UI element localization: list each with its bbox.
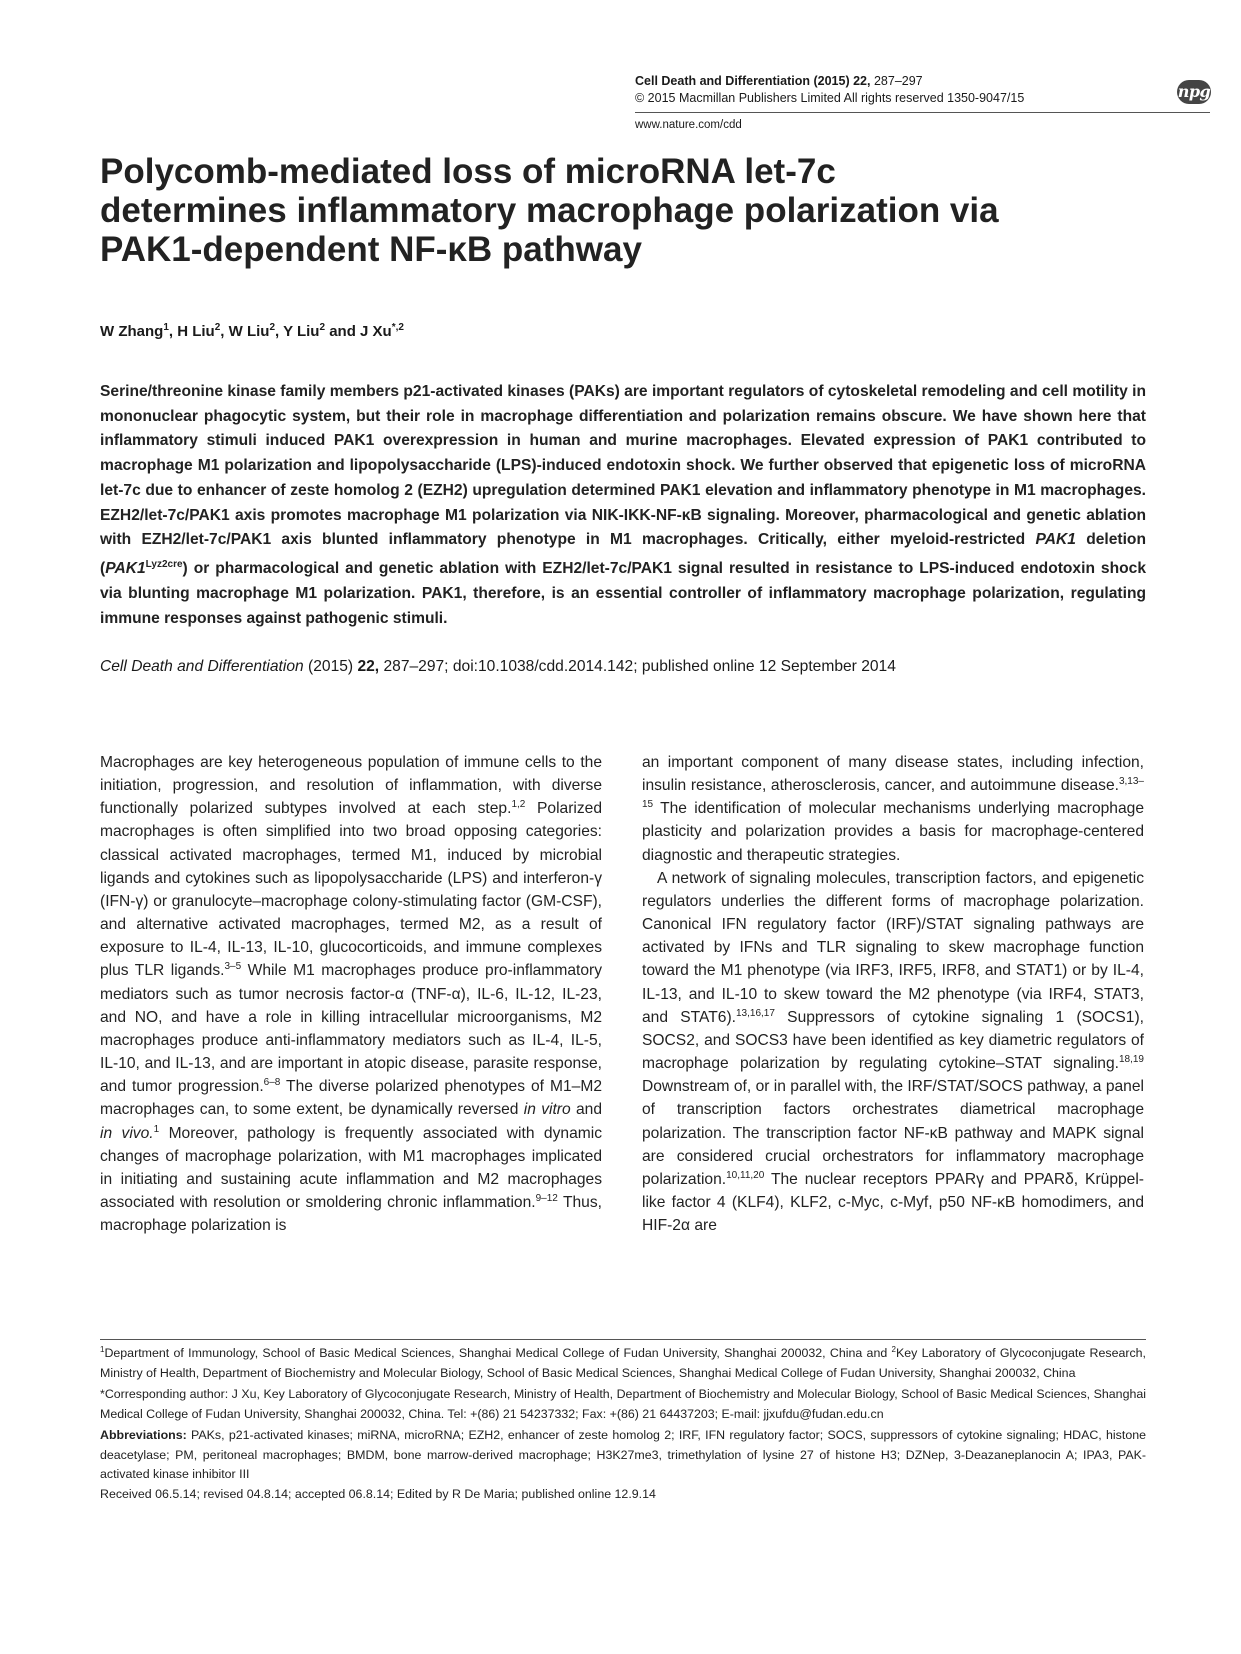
reference-link[interactable]: 9–12 <box>535 1192 558 1204</box>
author-name: and J Xu <box>325 323 392 340</box>
footnote-divider <box>100 1339 1146 1340</box>
reference-link[interactable]: 10,11,20 <box>726 1169 765 1181</box>
body-text: The nuclear receptors PPARγ and PPARδ, Krüppel-like factor 4 (KLF4), KLF2, c-Myc, c-Myf, p50 NF-κB homodimers, and HIF-2α are <box>642 1170 1144 1235</box>
body-italic: in vivo. <box>100 1124 154 1142</box>
journal-citation-header <box>635 73 923 89</box>
abstract-text: ) or pharmacological and genetic ablation with EZH2/let-7c/PAK1 signal resulted in resistance to LPS-induced endotoxin shock via blunting macrophage M1 polarization. PAK1, therefore, is an essential controller of inflammatory macrophage polarization, regulating immune responses against pathogenic stimuli. <box>100 560 1146 627</box>
body-text: The diverse polarized phenotypes of M1–M2 macrophages can, to some extent, be dynamically reversed <box>100 1078 602 1119</box>
abstract-gene-name: PAK1 <box>105 560 146 578</box>
citation-year: (2015) <box>303 658 358 675</box>
reference-link[interactable]: 3,13–15 <box>642 775 1144 811</box>
reference-link[interactable]: 13,16,17 <box>736 1007 775 1019</box>
author-name: , H Liu <box>168 323 215 340</box>
body-column-left <box>100 751 602 1237</box>
body-text: Downstream of, or in parallel with, the IRF/STAT/SOCS pathway, a panel of transcription factors orchestrates diametrical macrophage polarization. The transcription factor NF-κB pathway and MAPK signal are considered crucial orchestrators for inflammatory macrophage polarization. <box>642 1078 1144 1188</box>
affiliation-marker: 2 <box>891 1344 896 1354</box>
body-paragraph <box>642 867 1144 1238</box>
footnotes <box>100 1344 1146 1504</box>
body-text: Thus, macrophage polarization is <box>100 1193 602 1235</box>
journal-name: Cell Death and Differentiation (2015) 22, <box>635 74 871 88</box>
body-text: and <box>570 1101 603 1119</box>
author-name: , Y Liu <box>275 323 320 340</box>
received-dates: Received 06.5.14; revised 04.8.14; accepted 06.8.14; Edited by R De Maria; published online 12.9.14 <box>100 1486 656 1501</box>
citation-doi: 287–297; doi:10.1038/cdd.2014.142; published online 12 September 2014 <box>379 658 896 675</box>
affiliation-marker: 2 <box>214 322 221 333</box>
abstract-superscript: Lyz2cre <box>145 558 183 570</box>
affiliation-marker: 2 <box>319 322 326 333</box>
abbreviations-label: Abbreviations: <box>100 1428 187 1442</box>
copyright-line: © 2015 Macmillan Publishers Limited All rights reserved 1350-9047/15 <box>635 91 1025 105</box>
body-text: Polarized macrophages is often simplified into two broad opposing categories: classical activated macrophages, termed M1, induced by microbial ligands and cytokines such as lipopolysaccharide (LPS) and interferon-γ (IFN-γ) or granulocyte–macrophage colony-stimulating factor (GM-CSF), and alternative activated macrophages, termed M2, as a result of exposure to IL-4, IL-13, IL-10, glucocorticoids, and immune complexes plus TLR ligands. <box>100 800 603 980</box>
author-list <box>100 318 404 342</box>
body-text: A network of signaling molecules, transcription factors, and epigenetic regulators underlies the different forms of macrophage polarization. Canonical IFN regulatory factor (IRF)/STAT signaling pathways are activated by IFNs and TLR signaling to skew macrophage function toward the M1 phenotype (via IRF3, IRF5, IRF8, and STAT1) or by IL-4, IL-13, and IL-10 to skew toward the M2 phenotype (via IRF4, STAT3, and STAT6). <box>642 869 1144 1026</box>
affiliations <box>100 1344 1146 1383</box>
affiliation-text: Key Laboratory of Glycoconjugate Research, Ministry of Health, Department of Biochemistry and Molecular Biology, School of Basic Medical Sciences, Shanghai Medical College of Fudan University, Shanghai 200032, China <box>100 1346 1147 1380</box>
title-line: determines inflammatory macrophage polarization via <box>100 191 999 230</box>
affiliation-marker: 2 <box>269 322 275 333</box>
affiliation-marker: 1 <box>163 322 169 333</box>
body-text: The identification of molecular mechanisms underlying macrophage plasticity and polarization provides a basis for macrophage-centered diagnostic and therapeutic strategies. <box>642 800 1144 864</box>
reference-link[interactable]: 1 <box>153 1123 160 1135</box>
body-paragraph <box>642 751 1144 867</box>
npg-logo: npg <box>1177 80 1211 104</box>
body-paragraph <box>100 751 602 1237</box>
abstract-text: Serine/threonine kinase family members p21-activated kinases (PAKs) are important regulators of cytoskeletal remodeling and cell motility in mononuclear phagocytic system, but their role in macrophage differentiation and polarization remains obscure. We have shown here that inflammatory stimuli induced PAK1 overexpression in human and murine macrophages. Elevated expression of PAK1 contributed to macrophage M1 polarization and lipopolysaccharide (LPS)-induced endotoxin shock. We further observed that epigenetic loss of microRNA let-7c due to enhancer of zeste homolog 2 (EZH2) upregulation determined PAK1 elevation and inflammatory phenotype in M1 macrophages. EZH2/let-7c/PAK1 axis promotes macrophage M1 polarization via NIK-IKK-NF-κB signaling. Moreover, pharmacological and genetic ablation with EZH2/let-7c/PAK1 axis blunted inflammatory phenotype in M1 macrophages. Critically, either myeloid-restricted <box>100 383 1146 549</box>
abstract <box>100 380 1146 631</box>
header-divider <box>635 112 1210 113</box>
body-text: Moreover, pathology is frequently associated with dynamic changes of macrophage polarization, with M1 macrophages implicated in initiating and sustaining acute inflammation and M2 macrophages associated with resolution or smoldering chronic inflammation. <box>100 1124 602 1211</box>
body-column-right <box>642 751 1144 1237</box>
abstract-text: deletion ( <box>100 531 1146 578</box>
body-italic: in vitro <box>523 1101 571 1119</box>
article-title <box>100 152 1150 269</box>
body-text: an important component of many disease states, including infection, insulin resistance, atherosclerosis, cancer, and autoimmune disease. <box>642 754 1144 795</box>
reference-link[interactable]: 18,19 <box>1118 1053 1144 1065</box>
affiliation-marker: 1 <box>100 1344 105 1354</box>
article-citation <box>100 656 896 678</box>
reference-link[interactable]: 1,2 <box>511 799 526 811</box>
title-line: PAK1-dependent NF-κB pathway <box>100 230 642 269</box>
citation-volume: 22, <box>357 658 380 675</box>
reference-link[interactable]: 6–8 <box>263 1077 281 1088</box>
body-text: While M1 macrophages produce pro-inflammatory mediators such as tumor necrosis factor-α (TNF-α), IL-6, IL-12, IL-23, and NO, and have a role in killing intracellular microorganisms, M2 macrophages produce anti-inflammatory mediators such as IL-4, IL-5, IL-10, and IL-13, and are important in atopic disease, parasite response, and tumor progression. <box>100 962 602 1096</box>
body-text: Macrophages are key heterogeneous population of immune cells to the initiation, progression, and resolution of inflammation, with diverse functionally polarized subtypes involved at each step. <box>100 754 602 818</box>
citation-journal: Cell Death and Differentiation <box>100 658 304 675</box>
corresponding-author: *Corresponding author: J Xu, Key Laboratory of Glycoconjugate Research, Ministry of Health, Department of Biochemistry and Molecular Biology, School of Basic Medical Sciences, Shanghai Medical College of Fudan University, Shanghai 200032, China. Tel: +(86) 21 54237332; Fax: +(86) 21 64437203; E-mail: jjxufdu@fudan.edu.cn <box>100 1387 1146 1421</box>
journal-website-link[interactable]: www.nature.com/cdd <box>635 119 742 131</box>
title-line: Polycomb-mediated loss of microRNA let-7c <box>100 152 836 191</box>
affiliation-marker: *,2 <box>391 322 404 333</box>
abbreviations-text: PAKs, p21-activated kinases; miRNA, microRNA; EZH2, enhancer of zeste homolog 2; IRF, IFN regulatory factor; SOCS, suppressors of cytokine signaling; HDAC, histone deacetylase; PM, peritoneal macrophages; BMDM, bone marrow-derived macrophage; H3K27me3, trimethylation of lysine 27 of histone H3; DZNep, 3-Deazaneplanocin A; IPA3, PAK-activated kinase inhibitor III <box>100 1428 1146 1481</box>
abstract-gene-name: PAK1 <box>1035 531 1076 549</box>
affiliation-text: Department of Immunology, School of Basic Medical Sciences, Shanghai Medical College of Fudan University, Shanghai 200032, China and <box>104 1346 892 1360</box>
body-text: Suppressors of cytokine signaling 1 (SOCS1), SOCS2, and SOCS3 have been identified as key diametric regulators of macrophage polarization by regulating cytokine–STAT signaling. <box>642 1008 1144 1073</box>
author-name: W Zhang <box>100 323 164 340</box>
author-name: , W Liu <box>220 323 270 340</box>
abbreviations <box>100 1426 1146 1485</box>
reference-link[interactable]: 3–5 <box>224 961 242 973</box>
journal-pages: 287–297 <box>870 74 923 88</box>
